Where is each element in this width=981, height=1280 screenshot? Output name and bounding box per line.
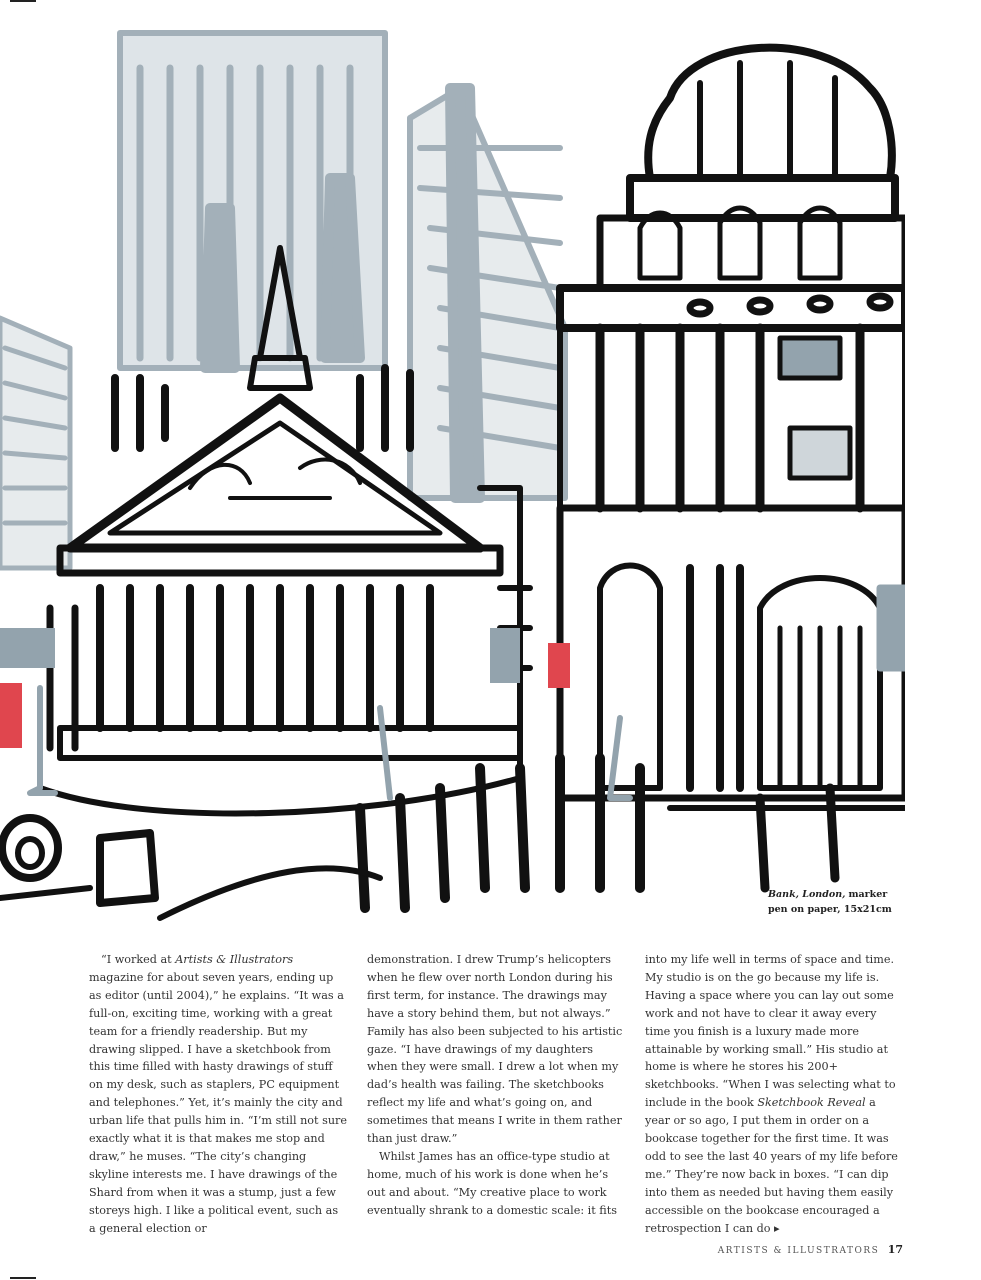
article-column-2 [367,951,625,1220]
image-caption [768,887,898,917]
crop-mark-top [10,0,36,2]
article-column-1 [89,951,347,1238]
article-paragraph: Whilst James has an office-type studio at home, much of his work is done when he’s out and about. “My creative place to work eventually shrank to a domestic scale: it fits [367,1149,617,1217]
italic-title: Sketchbook Reveal [757,1096,866,1110]
article-column-3 [645,951,903,1238]
crop-mark-bottom [10,1277,36,1279]
foreground-bollards [0,758,835,918]
page-footer [718,1243,903,1256]
italic-title: Artists & Illustrators [175,953,294,966]
article-paragraph: “I worked at Artists & Illustrators magazine for about seven years, ending up as editor (until 2004),” he explains. “It was a full-on, exciting time, working with a great team for a friendly readership. But my drawing slipped. I have a sketchbook from this time filled with hasty drawings of stuff on my desk, such as staplers, PC equipment and telephones.” Yet, it’s mainly the city and urban life that pulls him in. “I’m still not sure exactly what it is that makes me stop and draw,” he muses. “The city’s changing skyline interests me. I have drawings of the Shard from when it was a stump, just a few storeys high. I like a political event, such as a general election or [89,953,348,1235]
publication-name: ARTISTS & ILLUSTRATORS [717,1246,880,1256]
marker-accents [0,628,630,798]
bank-london-illustration [0,28,905,925]
domed-building [560,48,905,808]
caption-title: Bank, London, [768,889,846,900]
article-paragraph: demonstration. I drew Trump’s helicopters when he flew over north London during his first term, for instance. The drawings may have a story behind them, but not always.” Family has also been subjected to his artistic gaze. “I have drawings of my daughters when they were small. I drew a lot when my dad’s health was failing. The sketchbooks reflect my life and what’s going on, and sometimes that means I write in them rather than just draw.” [367,953,623,1146]
article-paragraph: into my life well in terms of space and time. My studio is on the go because my life is. Having a space where you can lay out some work and not have to clear it away every time you finish is a luxury made more attainable by working small.” His studio at home is where he stores his 200+ sketchbooks. “When I was selecting what to include in the book Sketchbook Reveal a year or so ago, I put them in order on a bookcase together for the first time. It was odd to see the last 40 years of my life before me.” They’re now back in boxes. “I can dip into them as needed but having them easily accessible on the bookcase encouraged a retrospection I can do ▸ [645,953,898,1235]
caption-detail: marker pen on paper, 15x21cm [768,889,892,915]
page-number: 17 [887,1243,903,1256]
